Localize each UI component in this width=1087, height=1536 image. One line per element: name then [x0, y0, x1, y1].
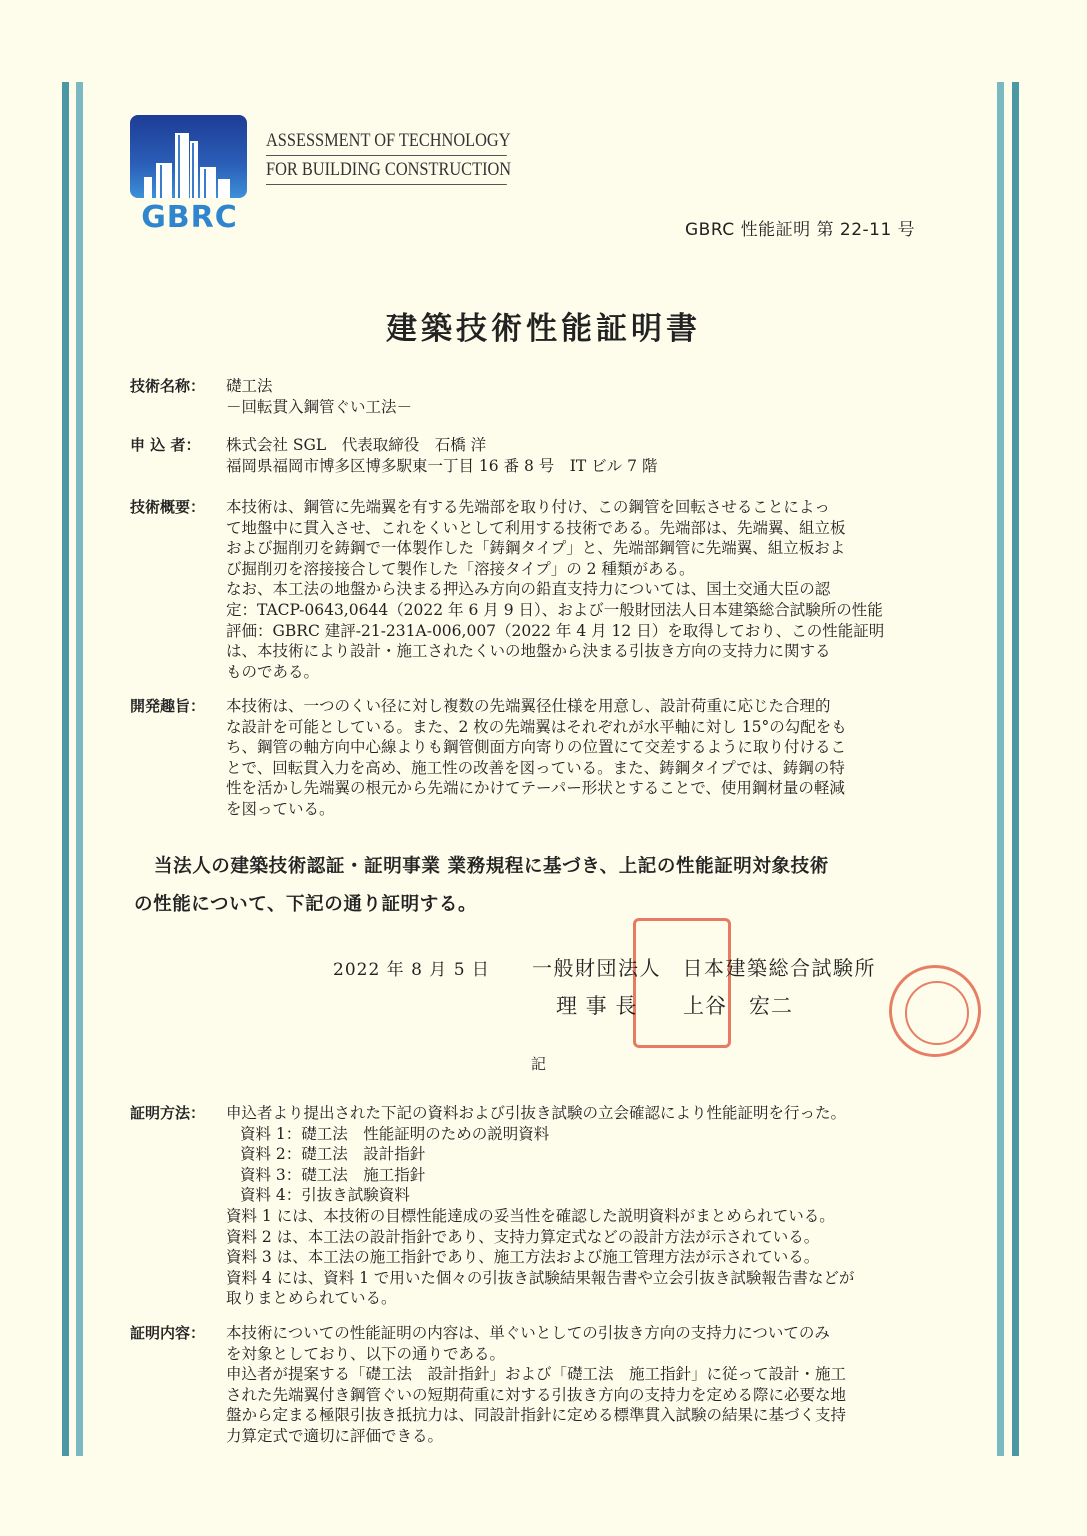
material-item: 資料 2：礎工法 設計指針: [240, 1145, 426, 1164]
chairman-seal-icon: [889, 965, 981, 1057]
section-tech-name: [130, 376, 960, 417]
content-line: 力算定式で適切に評価できる。: [226, 1426, 444, 1445]
section-label: 申 込 者：: [130, 436, 201, 454]
content-line: を対象としており、以下の通りである。: [226, 1344, 506, 1363]
certification-declaration: [134, 848, 954, 924]
left-border-bar-outer: [62, 82, 69, 1456]
declaration-line-1: 当法人の建築技術認証・証明事業 業務規程に基づき、上記の性能証明対象技術: [154, 856, 829, 877]
tagline-line-2: FOR BUILDING CONSTRUCTION: [266, 156, 507, 185]
section-label: 技術名称：: [130, 377, 206, 395]
tagline-line-1: ASSESSMENT OF TECHNOLOGY: [266, 127, 507, 156]
overview-line: 評価：GBRC 建評-21-231A-006,007（2022 年 4 月 12 日）を取得しており、この性能証明: [226, 621, 885, 640]
tech-name-subtitle: －回転貫入鋼管ぐい工法－: [226, 397, 413, 416]
material-note: 資料 3 は、本工法の施工指針であり、施工方法および施工管理方法が示されている。: [226, 1248, 820, 1267]
overview-line: なお、本工法の地盤から決まる押込み方向の鉛直支持力については、国土交通大臣の認: [226, 580, 831, 599]
content-line: 本技術についての性能証明の内容は、単ぐいとしての引抜き方向の支持力についてのみ: [226, 1324, 830, 1342]
ki-heading: 記: [531, 1055, 547, 1073]
section-label: 技術概要：: [130, 498, 206, 516]
issuing-organization: 一般財団法人 日本建築総合試験所: [532, 956, 876, 980]
gbrc-logo-icon: [130, 115, 247, 198]
gbrc-logo-text: GBRC: [141, 200, 238, 235]
organization-seal-icon: [633, 918, 731, 1048]
material-note: 取りまとめられている。: [226, 1289, 397, 1308]
right-border-bar-inner: [997, 82, 1004, 1456]
declaration-line-2: の性能について、下記の通り証明する。: [134, 894, 478, 915]
purpose-line: とで、回転貫入力を高め、施工性の改善を図っている。また、鋳鋼タイプでは、鋳鋼の特: [226, 758, 845, 777]
section-label: 証明方法：: [130, 1104, 206, 1122]
purpose-line: 本技術は、一つのくい径に対し複数の先端翼径仕様を用意し、設計荷重に応じた合理的: [226, 697, 831, 715]
purpose-line: な設計を可能としている。また、2 枚の先端翼はそれぞれが水平軸に対し 15°の勾配をも: [226, 717, 847, 736]
overview-line: および掘削刃を鋳鋼で一体製作した「鋳鋼タイプ」と、先端部鋼管に先端翼、組立板およ: [226, 539, 846, 558]
overview-line: 本技術は、鋼管に先端翼を有する先端部を取り付け、この鋼管を回転させることによっ: [226, 498, 830, 516]
content-line: 盤から定まる極限引抜き抵抗力は、同設計指針に定める標準貫入試験の結果に基づく支持: [226, 1406, 847, 1425]
material-note: 資料 1 には、本技術の目標性能達成の妥当性を確認した説明資料がまとめられている。: [226, 1206, 835, 1225]
section-label: 開発趣旨：: [130, 697, 206, 715]
section-method: [130, 1103, 960, 1309]
tech-name-line: 礎工法: [226, 377, 273, 395]
overview-line: て地盤中に貫入させ、これをくいとして利用する技術である。先端部は、先端翼、組立板: [226, 518, 846, 537]
signatory-position: 理 事 長: [556, 994, 638, 1018]
issue-date: 2022 年 8 月 5 日: [333, 960, 490, 980]
applicant-company: 株式会社 SGL 代表取締役 石橋 洋: [226, 436, 487, 454]
signatory: [556, 990, 807, 1020]
purpose-line: 性を活かし先端翼の根元から先端にかけてテーパー形状とすることで、使用鋼材量の軽減: [226, 779, 845, 798]
left-border-bar-inner: [76, 82, 83, 1456]
content-line: 申込者が提案する「礎工法 設計指針」および「礎工法 施工指針」に従って設計・施工: [226, 1365, 847, 1384]
purpose-line: ち、鋼管の軸方向中心線よりも鋼管側面方向寄りの位置にて交差するように取り付けるこ: [226, 738, 847, 757]
overview-line: 定：TACP-0643,0644（2022 年 6 月 9 日）、および一般財団法人日本建築総合試験所の性能: [226, 600, 883, 619]
material-item: 資料 1：礎工法 性能証明のための説明資料: [240, 1124, 550, 1143]
right-border-bar-outer: [1012, 82, 1019, 1456]
certificate-number: GBRC 性能証明 第 22-11 号: [685, 220, 916, 240]
applicant-address: 福岡県福岡市博多区博多駅東一丁目 16 番 8 号 IT ビル 7 階: [226, 456, 658, 475]
signatory-name: 上谷 宏二: [683, 994, 794, 1018]
material-note: 資料 4 には、資料 1 で用いた個々の引抜き試験結果報告書や立会引抜き試験報告書などが: [226, 1268, 855, 1287]
organization-tagline: [266, 127, 512, 185]
overview-line: は、本技術により設計・施工されたくいの地盤から決まる引抜き方向の支持力に関する: [226, 642, 831, 661]
material-item: 資料 4：引抜き試験資料: [240, 1186, 410, 1205]
content-line: された先端翼付き鋼管ぐいの短期荷重に対する引抜き方向の支持力を定める際に必要な地: [226, 1385, 847, 1404]
material-note: 資料 2 は、本工法の設計指針であり、支持力算定式などの設計方法が示されている。: [226, 1227, 820, 1246]
method-intro: 申込者より提出された下記の資料および引抜き試験の立会確認により性能証明を行った。: [226, 1104, 847, 1122]
overview-line: び掘削刃を溶接接合して製作した「溶接タイプ」の 2 種類がある。: [226, 559, 695, 578]
purpose-line: を図っている。: [226, 799, 335, 818]
document-title: 建築技術性能証明書: [386, 311, 701, 347]
section-content: [130, 1323, 960, 1447]
section-applicant: [130, 435, 960, 476]
section-label: 証明内容：: [130, 1324, 206, 1342]
section-purpose: [130, 696, 960, 820]
overview-line: ものである。: [226, 662, 320, 681]
material-item: 資料 3：礎工法 施工指針: [240, 1165, 426, 1184]
section-overview: [130, 497, 960, 682]
